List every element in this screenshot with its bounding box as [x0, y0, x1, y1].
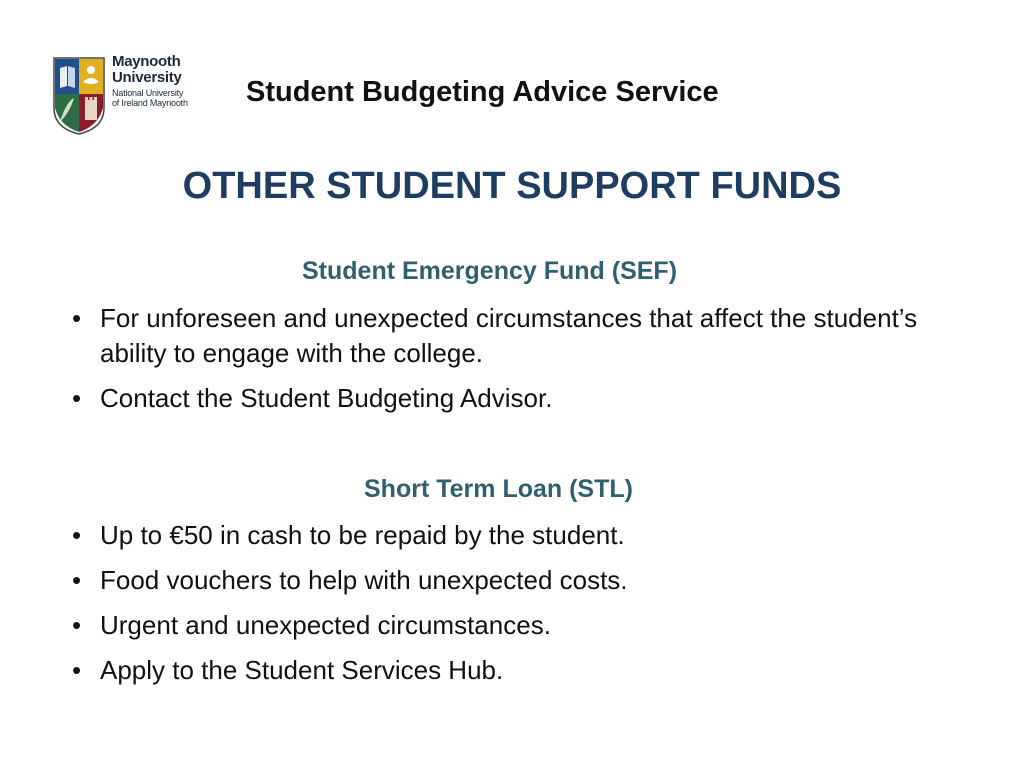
- bullet-icon: •: [72, 303, 82, 333]
- list-item: [70, 653, 970, 688]
- header-title: Student Budgeting Advice Service: [246, 76, 719, 108]
- bullet-list-sef: [70, 301, 970, 426]
- bullet-icon: •: [72, 565, 82, 595]
- section-heading-stl: Short Term Loan (STL): [364, 475, 633, 503]
- list-item: [70, 563, 970, 598]
- list-item: [70, 381, 970, 416]
- university-logo: [52, 54, 192, 138]
- bullet-text: Food vouchers to help with unexpected costs.: [100, 565, 628, 595]
- section-heading-sef: Student Emergency Fund (SEF): [302, 257, 678, 285]
- crest-icon: [52, 56, 106, 136]
- bullet-text: Up to €50 in cash to be repaid by the student.: [100, 520, 625, 550]
- bullet-list-stl: [70, 518, 970, 698]
- bullet-text: For unforeseen and unexpected circumstances that affect the student’s ability to engage with the college.: [100, 303, 918, 368]
- logo-name-line2: University: [112, 69, 182, 86]
- bullet-icon: •: [72, 655, 82, 685]
- logo-name-line1: Maynooth: [112, 53, 181, 70]
- bullet-text: Apply to the Student Services Hub.: [100, 655, 504, 685]
- bullet-text: Contact the Student Budgeting Advisor.: [100, 383, 553, 413]
- bullet-icon: •: [72, 383, 82, 413]
- logo-sub-line1: National University: [112, 88, 184, 98]
- list-item: [70, 301, 970, 371]
- bullet-icon: •: [72, 610, 82, 640]
- list-item: [70, 518, 970, 553]
- logo-sub-line2: of Ireland Maynooth: [112, 98, 188, 108]
- page-title: OTHER STUDENT SUPPORT FUNDS: [182, 165, 842, 207]
- bullet-text: Urgent and unexpected circumstances.: [100, 610, 551, 640]
- list-item: [70, 608, 970, 643]
- bullet-icon: •: [72, 520, 82, 550]
- logo-wordmark: [112, 54, 196, 108]
